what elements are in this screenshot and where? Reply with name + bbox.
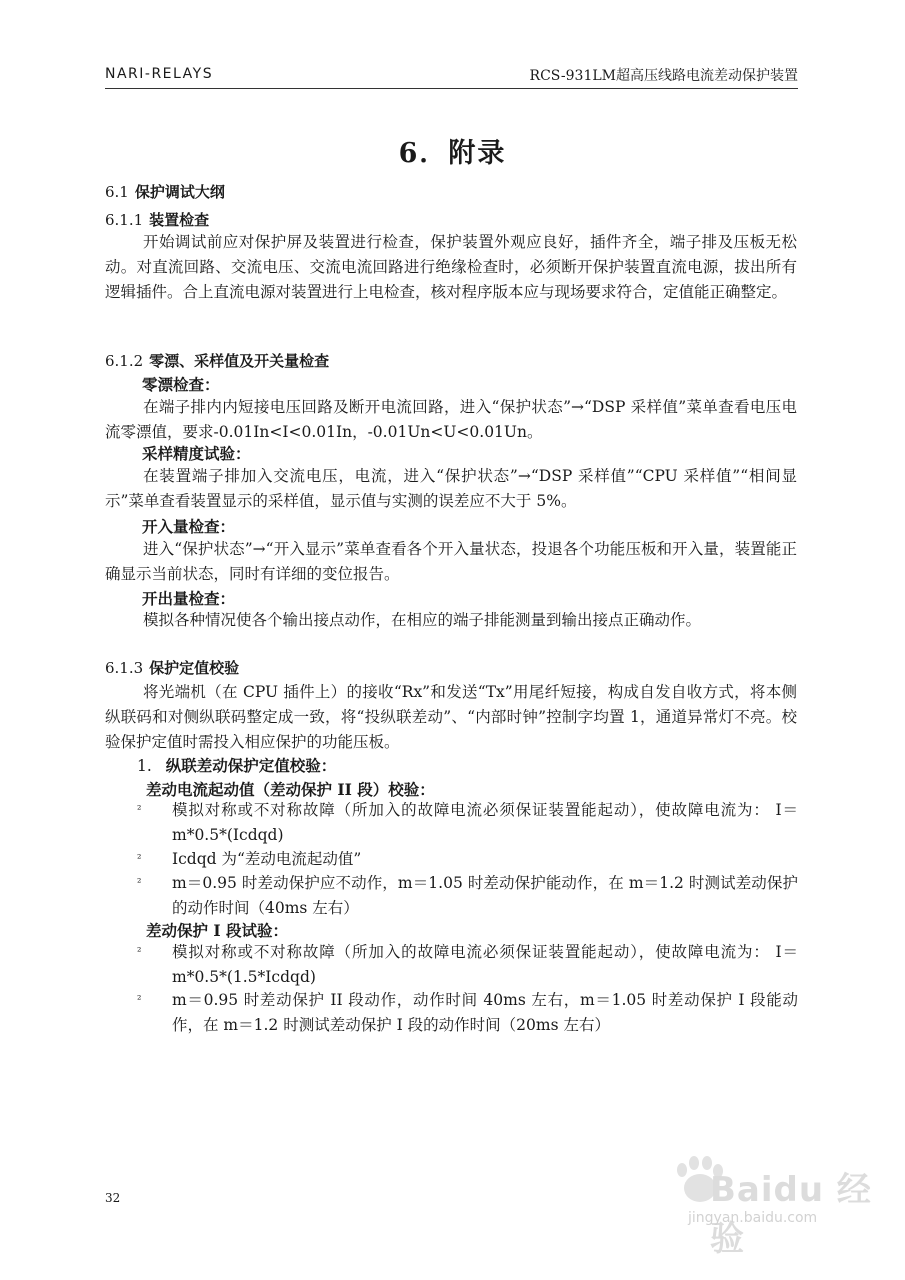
watermark-brand: Baidu 经验 xyxy=(710,1170,872,1259)
diff-start-item-3: m＝0.95 时差动保护应不动作，m＝1.05 时差动保护能动作，在 m＝1.2 时测试差动保护的动作时间（40ms 左右） xyxy=(172,874,798,917)
list-item-1 xyxy=(137,754,336,776)
bullet-icon: ² xyxy=(137,876,142,889)
precision-heading: 采样精度试验： xyxy=(142,444,251,463)
precision-text: 在装置端子排加入交流电压，电流，进入“保护状态”→“DSP 采样值”“CPU 采样值”“相间显示”菜单查看装置显示的采样值，显示值与实测的误差应不大于 5%。 xyxy=(105,467,797,510)
paragraph-device-check: 开始调试前应对保护屏及装置进行检查，保护装置外观应良好，插件齐全，端子排及压板无松动。对直流回路、交流电压、交流电流回路进行绝缘检查时，必须断开保护装置直流电源，拔出所有逻辑插件。合上直流电源对装置进行上电检查，核对程序版本应与现场要求符合，定值能正确整定。 xyxy=(105,233,797,301)
diff-1-item-1: 模拟对称或不对称故障（所加入的故障电流必须保证装置能起动），使故障电流为： I＝m*0.5*(1.5*Icdqd) xyxy=(172,943,798,986)
diff-start-item-2: Icdqd 为“差动电流起动值” xyxy=(172,850,362,868)
section-label: 零漂、采样值及开关量检查 xyxy=(149,352,330,370)
diff-start-item-1: 模拟对称或不对称故障（所加入的故障电流必须保证装置能起动），使故障电流为： I＝m*0.5*(Icdqd) xyxy=(172,801,798,844)
bullet-icon: ² xyxy=(137,993,142,1006)
section-label: 装置检查 xyxy=(149,211,210,229)
section-6-1 xyxy=(105,181,225,202)
section-number: 6.1 xyxy=(105,183,129,201)
diff-start-heading: 差动电流起动值（差动保护 II 段）校验： xyxy=(146,780,435,799)
page-title: 6．附录 xyxy=(398,138,507,169)
zero-drift-heading: 零漂检查： xyxy=(142,375,220,394)
page-number: 32 xyxy=(105,1191,121,1205)
section-number: 6.1.2 xyxy=(105,352,144,370)
paragraph-setting-check: 将光端机（在 CPU 插件上）的接收“Rx”和发送“Tx”用尾纤短接，构成自发自收方式，将本侧纵联码和对侧纵联码整定成一致，将“投纵联差动”、“内部时钟”控制字均置 1，通道异常灯不亮。校验保护定值时需投入相应保护的功能压板。 xyxy=(105,683,797,751)
section-label: 保护调试大纲 xyxy=(134,183,225,201)
section-6-1-1 xyxy=(105,209,209,230)
diff-1-heading: 差动保护 I 段试验： xyxy=(146,921,289,940)
input-check-text: 进入“保护状态”→“开入显示”菜单查看各个开入量状态，投退各个功能压板和开入量，装置能正确显示当前状态，同时有详细的变位报告。 xyxy=(105,540,797,583)
diff-1-item-2: m＝0.95 时差动保护 II 段动作，动作时间 40ms 左右，m＝1.05 时差动保护 I 段能动作，在 m＝1.2 时测试差动保护 I 段的动作时间（20ms 左右） xyxy=(172,991,798,1034)
bullet-icon: ² xyxy=(137,852,142,865)
zero-drift-text: 在端子排内内短接电压回路及断开电流回路，进入“保护状态”→“DSP 采样值”菜单查看电压电流零漂值，要求-0.01In<I<0.01In，-0.01Un<U<0.01Un。 xyxy=(105,398,797,441)
bullet-icon: ² xyxy=(137,803,142,816)
header-rule xyxy=(105,88,798,89)
section-6-1-2 xyxy=(105,350,329,371)
section-number: 6.1.3 xyxy=(105,659,144,677)
watermark-url: jingyan.baidu.com xyxy=(688,1210,818,1226)
section-6-1-3 xyxy=(105,657,239,678)
section-label: 保护定值校验 xyxy=(149,659,240,677)
header-company: NARI-RELAYS xyxy=(105,66,214,82)
list-label: 纵联差动保护定值校验： xyxy=(165,756,337,775)
input-check-heading: 开入量检查： xyxy=(142,517,236,536)
list-number: 1. xyxy=(137,757,152,775)
output-check-heading: 开出量检查： xyxy=(142,589,236,608)
output-check-text: 模拟各种情况使各个输出接点动作，在相应的端子排能测量到输出接点正确动作。 xyxy=(143,611,702,629)
section-number: 6.1.1 xyxy=(105,211,144,229)
bullet-icon: ² xyxy=(137,945,142,958)
header-product: RCS-931LM超高压线路电流差动保护装置 xyxy=(529,68,798,84)
